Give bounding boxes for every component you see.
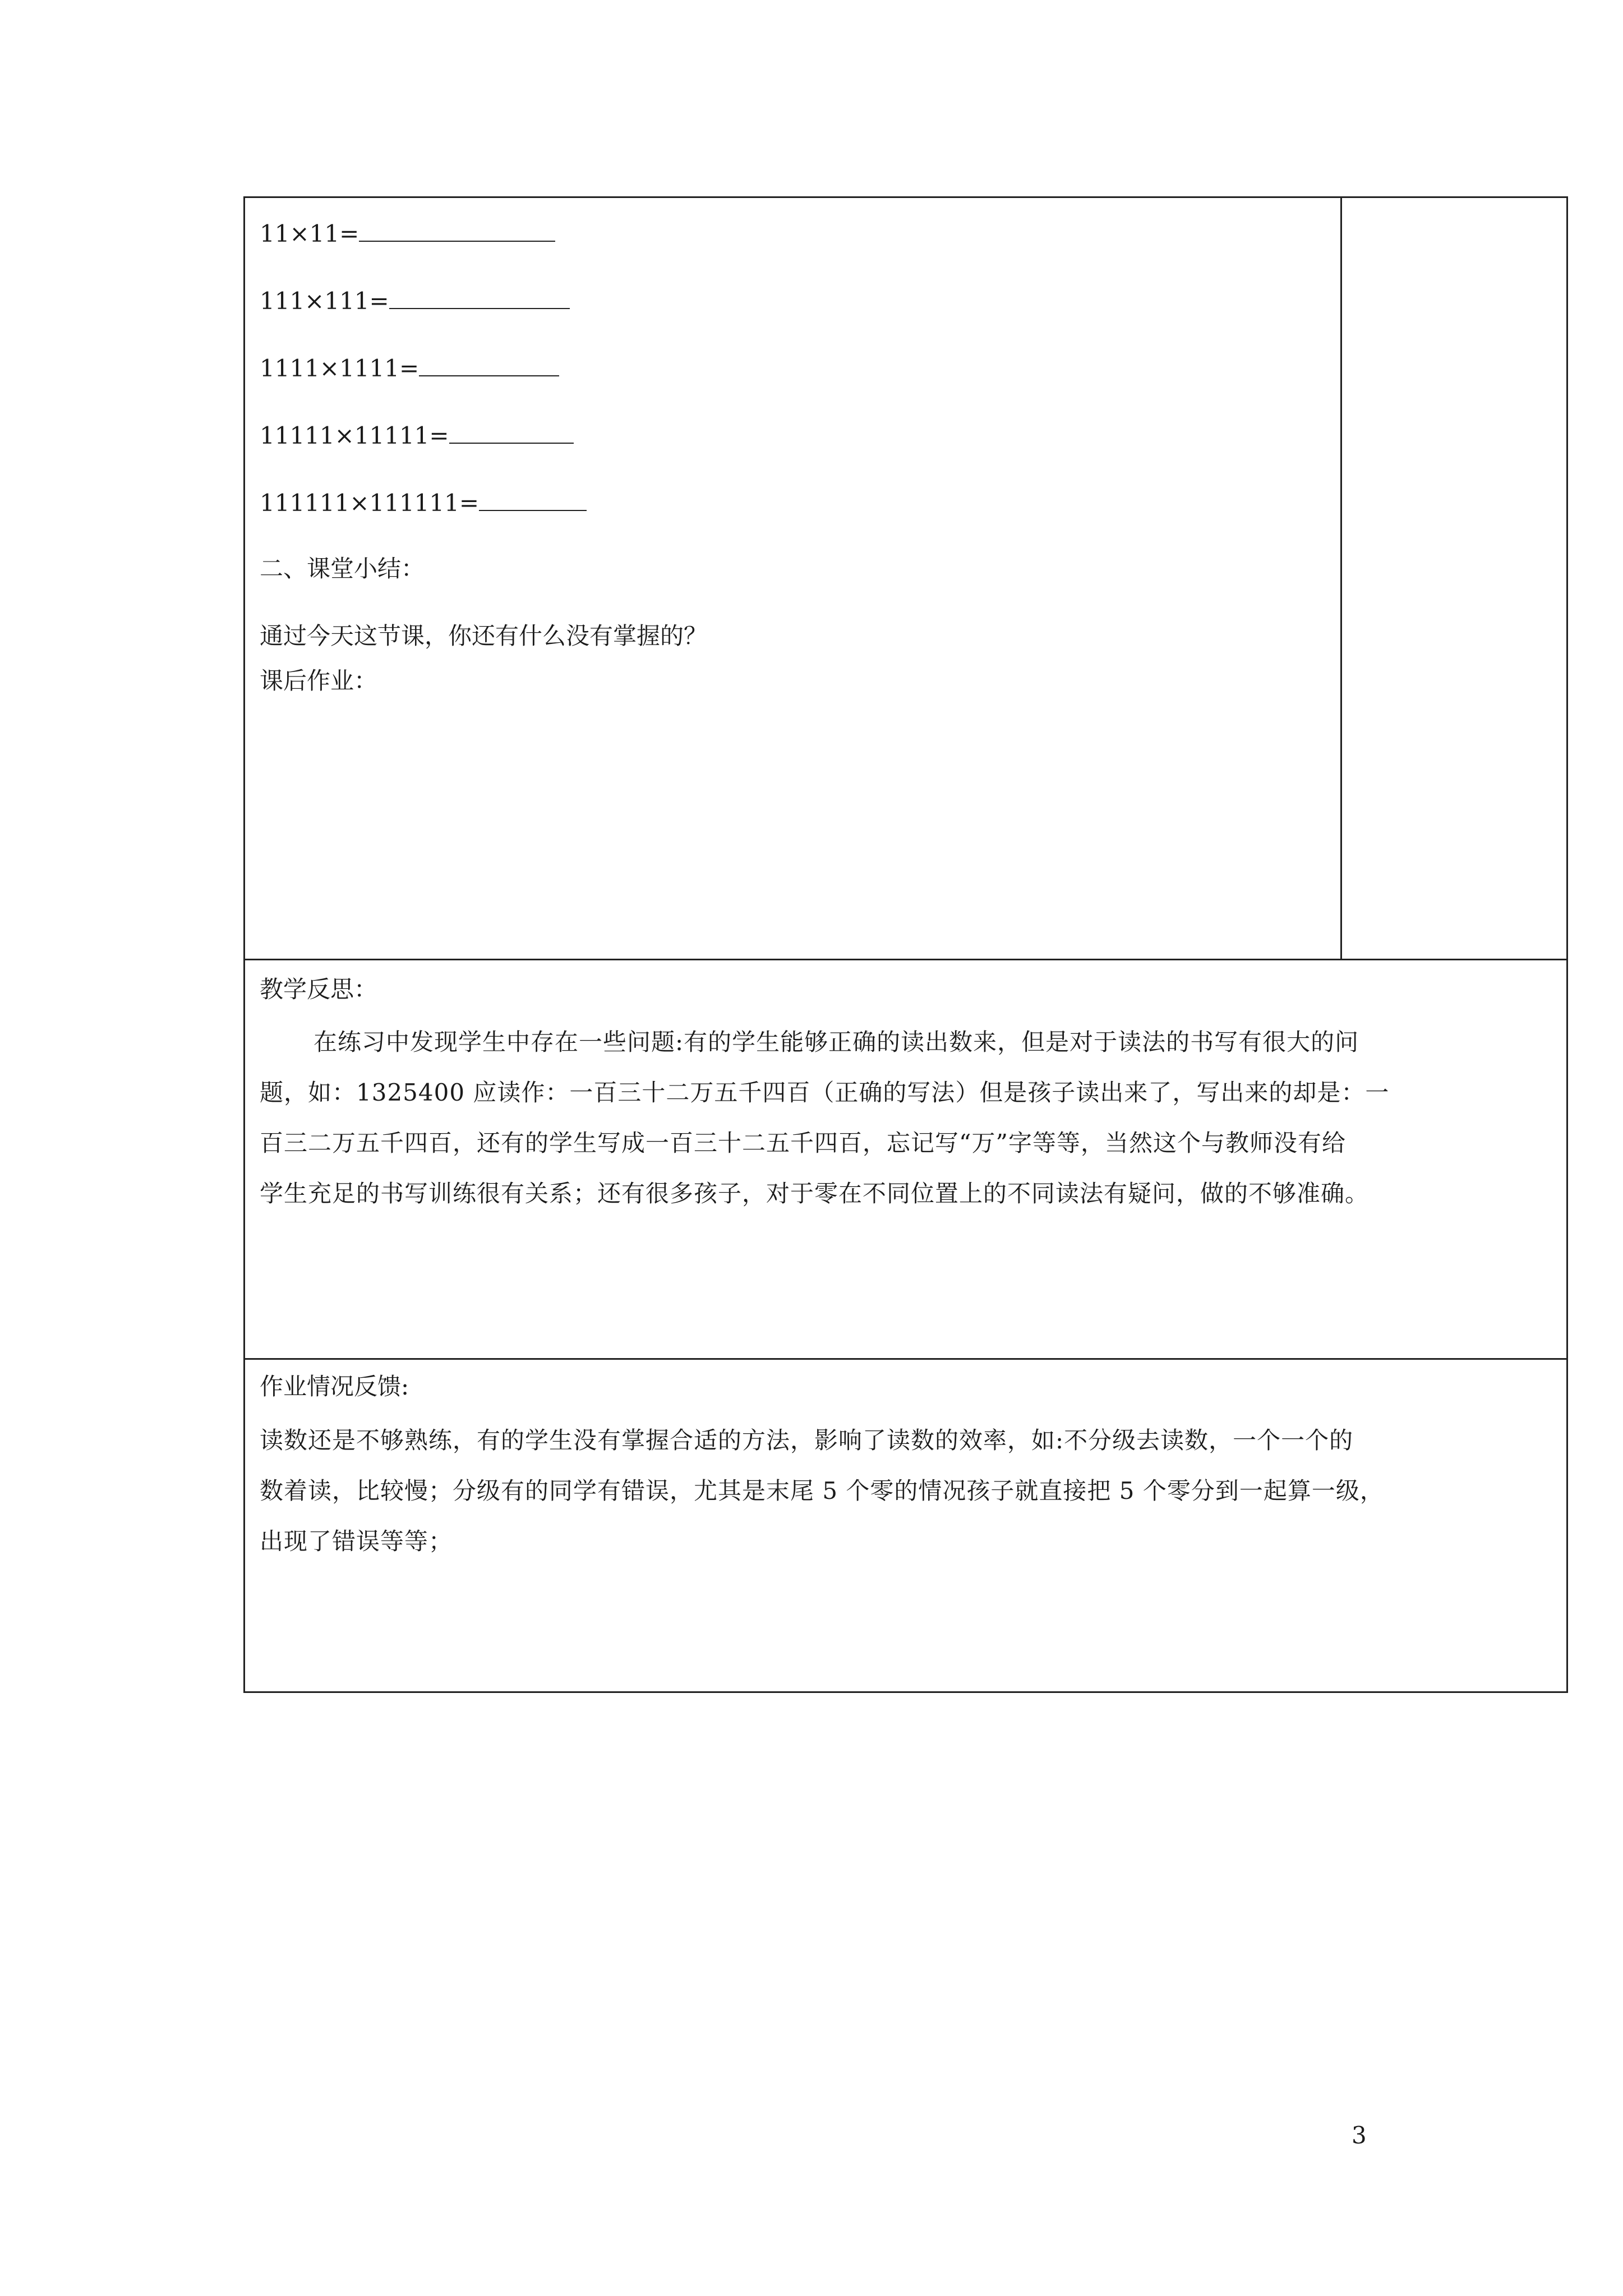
equation-text: 11111×11111= <box>260 422 449 449</box>
feedback-line: 出现了错误等等； <box>260 1527 453 1555</box>
exercise-line <box>260 288 570 313</box>
reflection-heading: 教学反思： <box>260 976 378 1003</box>
feedback-heading: 作业情况反馈: <box>260 1373 409 1400</box>
row-divider <box>245 1358 1566 1360</box>
reflection-line: 题，如：1325400 应读作：一百三十二万五千四百（正确的写法）但是孩子读出来了，写出来的却是：一 <box>260 1079 1390 1106</box>
feedback-text <box>260 1415 1544 1567</box>
equation-text: 111111×111111= <box>260 489 479 517</box>
equation-text: 111×111= <box>260 287 389 315</box>
feedback-line: 数着读，比较慢；分级有的同学有错误，尤其是末尾 5 个零的情况孩子就直接把 5 个零分到一起算一级， <box>260 1477 1384 1504</box>
summary-question: 通过今天这节课，你还有什么没有掌握的？ <box>260 622 708 650</box>
lesson-table <box>243 196 1568 1693</box>
equation-text: 1111×1111= <box>260 355 419 382</box>
exercise-line <box>260 490 587 515</box>
feedback-line: 读数还是不够熟练，有的学生没有掌握合适的方法，影响了读数的效率，如:不分级去读数，一个一个的 <box>260 1427 1354 1454</box>
page-number: 3 <box>1352 2122 1367 2149</box>
answer-blank <box>419 355 559 376</box>
answer-blank <box>389 288 570 309</box>
summary-heading: 二、课堂小结： <box>260 555 425 582</box>
exercise-line <box>260 355 559 380</box>
equation-text: 11×11= <box>260 220 359 247</box>
exercise-line <box>260 220 555 246</box>
reflection-line: 在练习中发现学生中存在一些问题:有的学生能够正确的读出数来，但是对于读法的书写有很大的问 <box>313 1028 1359 1056</box>
exercise-line <box>260 422 574 448</box>
row-divider <box>245 959 1566 960</box>
answer-blank <box>359 220 555 242</box>
reflection-line: 百三二万五千四百，还有的学生写成一百三十二五千四百，忘记写“万”字等等，当然这个与教师没有给 <box>260 1129 1346 1157</box>
homework-label: 课后作业： <box>260 667 378 694</box>
reflection-line: 学生充足的书写训练很有关系；还有很多孩子，对于零在不同位置上的不同读法有疑问，做的不够准确。 <box>260 1180 1370 1207</box>
reflection-text <box>260 1017 1544 1219</box>
answer-blank <box>449 422 574 444</box>
column-divider <box>1340 198 1342 959</box>
answer-blank <box>479 490 587 511</box>
